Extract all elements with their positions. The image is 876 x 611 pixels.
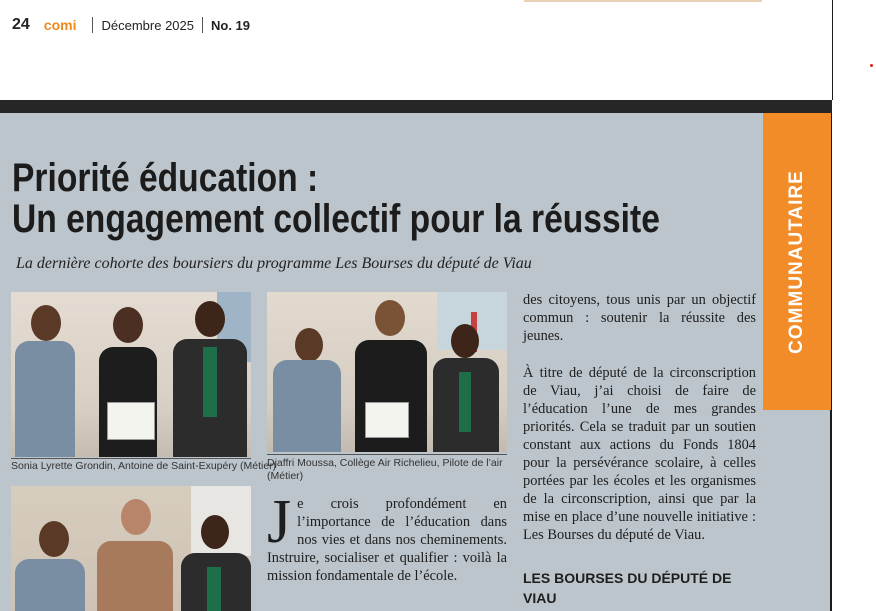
issue-date: Décembre 2025 xyxy=(101,17,194,33)
person-figure xyxy=(169,297,249,457)
person-figure xyxy=(15,297,75,457)
photo-3 xyxy=(11,486,251,611)
photo-1-caption: Sonia Lyrette Grondin, Antoine de Saint-Exupéry (Métier) xyxy=(11,460,277,472)
person-figure xyxy=(273,322,343,452)
intro-text: e crois profondément en l’importance de l’éducation dans nos vies et dans nos cheminements. Instruire, socialiser et qualifier : voilà la mission fondamentale de l’école. xyxy=(267,496,507,584)
issue-number: No. 19 xyxy=(210,17,250,33)
caption-rule xyxy=(267,454,507,455)
photo-1 xyxy=(11,292,251,457)
margin-mark xyxy=(870,64,873,67)
section-tab xyxy=(763,113,831,410)
photo-2-caption-line-1: Djaffri Moussa, Collège Air Richelieu, Pilote de l’air xyxy=(267,457,503,469)
folio xyxy=(12,16,250,34)
dark-band xyxy=(0,100,832,113)
article-title xyxy=(12,158,660,240)
title-line-2: Un engagement collectif pour la réussite xyxy=(12,197,660,241)
column-3-paragraph-1: des citoyens, tous unis par un objectif commun : soutenir la réussite des jeunes. xyxy=(523,292,756,344)
top-strip xyxy=(524,0,762,2)
drop-cap: J xyxy=(267,488,292,556)
person-figure xyxy=(181,515,251,611)
page-header xyxy=(0,0,833,100)
person-figure xyxy=(15,521,85,611)
photo-2 xyxy=(267,292,507,452)
section-heading: LES BOURSES DU DÉPUTÉ DE VIAU xyxy=(523,570,732,606)
person-figure xyxy=(431,320,501,452)
article-subtitle: La dernière cohorte des boursiers du programme Les Bourses du député de Viau xyxy=(16,255,532,272)
divider xyxy=(92,17,93,33)
caption-rule xyxy=(11,458,251,459)
certificate xyxy=(365,402,409,438)
certificate xyxy=(107,402,155,440)
column-3-paragraph-2: À titre de député de la circonscription de Viau, j’ai choisi de faire de l’éducation l’une de mes grandes priorités. Cela se traduit par un soutien constant aux actions du Fonds 1804 pour la persévérance scolaire, à celles portées par les écoles et les organismes de la circonscription, ainsi que par la mise en place d’une nouvelle initiative : Les Bourses du député de Viau. xyxy=(523,365,756,543)
divider xyxy=(202,17,203,33)
photo-2-caption-line-2: (Métier) xyxy=(267,470,304,482)
brand-logo: comi xyxy=(43,17,77,33)
person-figure xyxy=(95,499,175,611)
title-line-1: Priorité éducation : xyxy=(12,156,319,200)
section-tab-label: COMMUNAUTAIRE xyxy=(786,169,807,354)
page-number: 24 xyxy=(12,16,30,33)
intro-paragraph xyxy=(267,488,507,585)
